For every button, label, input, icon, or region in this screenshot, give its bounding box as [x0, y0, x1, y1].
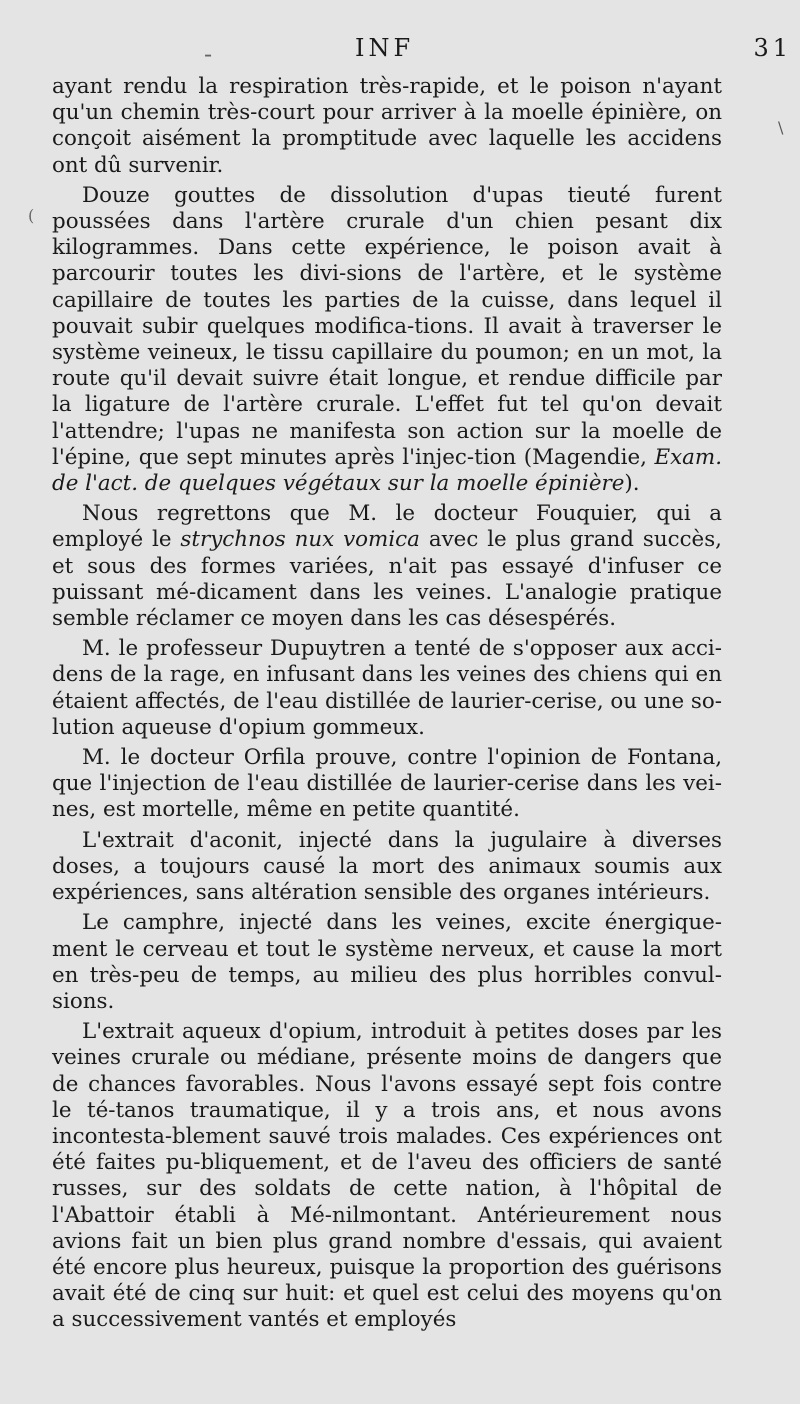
paragraph-text: Douze gouttes de dissolution d'upas tieuté furent poussées dans l'artère crurale d'un chien pesant dix kilogrammes. Dans cette expérience, le poison avait à parcourir toutes les divi-sions de l'artère, et le système capillaire de toutes les parties de la cuisse, dans lequel il pouvait subir quelques modifica-tions. Il avait à traverser le système veineux, le tissu capillaire du poumon; en un mot, la route qu'il devait suivre était longue, et rendue difficile par la ligature de l'artère crurale. L'effet fut tel qu'on devait l'attendre; l'upas ne manifesta son action sur la moelle de l'épine, que sept minutes après l'injec-tion (Magendie, [52, 182, 722, 470]
paragraph-opium [52, 1019, 722, 1333]
paragraph-text: ). [624, 471, 640, 497]
paper-mark: \ [778, 118, 784, 137]
page-number: 31 [753, 34, 792, 62]
header-dash: - [204, 40, 217, 68]
paragraph-text: avec le plus grand succès, et sous des formes variées, n'ait pas essayé d'infuser ce puissant mé-dicament dans les veines. L'analogie pratique semble réclamer ce moyen dans les cas désespérés. [52, 527, 722, 632]
page-header [52, 34, 792, 74]
body-text [52, 74, 722, 1334]
paragraph-text: Nous regrettons que M. le docteur Fouquier, qui a employé le [52, 501, 722, 553]
paragraph-upas-experiment [52, 183, 722, 497]
paragraph-text: Le camphre, injecté dans les veines, excite énergique-ment le cerveau et tout le système nerveux, et cause la mort en très-peu de temps, au milieu des plus horribles convul-sions. [52, 910, 722, 1014]
running-title: INF [355, 34, 415, 62]
paragraph-text: L'extrait d'aconit, injecté dans la jugulaire à diverses doses, a toujours causé la mort des animaux soumis aux expériences, sans altération sensible des organes intérieurs. [52, 827, 722, 906]
paragraph-text: ayant rendu la respiration très-rapide, et le poison n'ayant qu'un chemin très-court pour arriver à la moelle épinière, on conçoit aisément la promptitude avec laquelle les accidens ont dû survenir. [52, 74, 722, 178]
paragraph-fouquier [52, 501, 722, 632]
paragraph-text: M. le docteur Orfila prouve, contre l'opinion de Fontana, que l'injection de l'eau distillée de laurier-cerise dans les vei-nes, est mortelle, même en petite quantité. [52, 745, 722, 823]
species-name: strychnos nux vomica [180, 527, 420, 553]
paragraph-camphre [52, 910, 722, 1015]
citation-title: Exam. de l'act. de quelques végétaux sur la moelle épinière [52, 444, 722, 497]
paragraph-continuation [52, 74, 722, 179]
paragraph-aconit [52, 828, 722, 907]
paragraph-dupuytren [52, 636, 722, 741]
paragraph-orfila [52, 745, 722, 824]
paper-mark: ( [28, 206, 35, 225]
paragraph-text: M. le professeur Dupuytren a tenté de s'opposer aux acci-dens de la rage, en infusant dans les veines des chiens qui en étaient affectés, de l'eau distillée de laurier-cerise, ou une so-lution aqueuse d'opium gommeux. [52, 636, 722, 740]
paragraph-text: L'extrait aqueux d'opium, introduit à petites doses par les veines crurale ou médiane, présente moins de dangers que de chances favorables. Nous l'avons essayé sept fois contre le té-tanos traumatique, il y a trois ans, et nous avons incontesta-blement sauvé trois malades. Ces expériences ont été faites pu-bliquement, et de l'aveu des officiers de santé russes, sur des soldats de cette nation, à l'hôpital de l'Abattoir établi à Mé-nilmontant. Antérieurement nous avions fait un bien plus grand nombre d'essais, qui avaient été encore plus heureux, puisque la proportion des guérisons avait été de cinq sur huit: et quel est celui des moyens qu'on a successivement vantés et employés [52, 1019, 722, 1333]
